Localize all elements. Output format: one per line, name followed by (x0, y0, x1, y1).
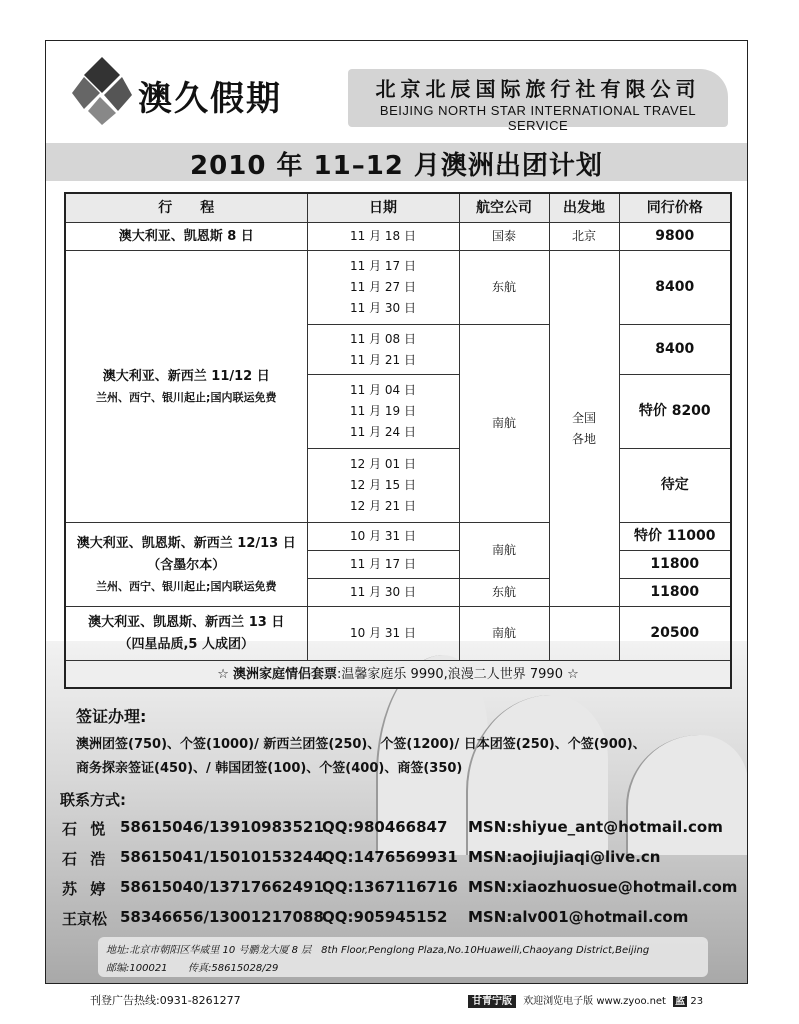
contact-phone: 58615041/15010153244 (120, 848, 324, 866)
route-cell (65, 523, 307, 607)
price-cell: 特价 8200 (619, 375, 731, 449)
airline-cell: 国泰 (459, 223, 549, 251)
contact-name: 石 浩 (62, 850, 110, 868)
price-cell: 11800 (619, 551, 731, 579)
date-cell (307, 449, 459, 523)
airline-cell: 南航 (459, 607, 549, 661)
date-line: 11 月 04 日 (350, 383, 416, 397)
contact-qq: QQ:905945152 (322, 908, 448, 926)
postcode: 邮编:100021 (106, 963, 168, 974)
header-airline: 航空公司 (459, 193, 549, 223)
ad-hotline: 刊登广告热线:0931-8261277 (90, 994, 241, 1007)
date-cell: 11 月 18 日 (307, 223, 459, 251)
table-header-row (65, 193, 731, 223)
brand-name: 澳久假期 (138, 79, 282, 119)
contact-qq: QQ:1476569931 (322, 848, 458, 866)
price-cell: 11800 (619, 579, 731, 607)
table-row (65, 251, 731, 325)
date-line: 11 月 27 日 (350, 280, 416, 294)
table-row (65, 223, 731, 251)
header-date: 日期 (307, 193, 459, 223)
address-box (98, 937, 708, 977)
date-cell: 11 月 30 日 (307, 579, 459, 607)
table-row (65, 523, 731, 551)
date-cell (307, 375, 459, 449)
contact-msn: MSN:shiyue_ant@hotmail.com (468, 818, 723, 836)
origin-line: 各地 (571, 431, 596, 446)
date-cell: 11 月 17 日 (307, 551, 459, 579)
header-price: 同行价格 (619, 193, 731, 223)
date-line: 11 月 21 日 (350, 352, 416, 367)
date-line: 11 月 19 日 (350, 404, 416, 418)
contact-title: 联系方式: (60, 791, 126, 809)
contact-msn: MSN:alv001@hotmail.com (468, 908, 689, 926)
edition-color: 蓝 (675, 996, 686, 1007)
date-cell: 10 月 31 日 (307, 607, 459, 661)
contact-row (60, 844, 748, 874)
price-cell: 特价 11000 (619, 523, 731, 551)
page-frame (45, 40, 748, 984)
route-main: 澳大利亚、新西兰 11/12 日 (102, 368, 270, 384)
company-banner (348, 69, 728, 133)
airline-cell: 南航 (459, 523, 549, 579)
header-route: 行 程 (65, 193, 307, 223)
page-title: 2010 年 11–12 月澳洲出团计划 (190, 151, 603, 181)
header (46, 41, 747, 141)
origin-cell (549, 607, 619, 661)
title-bar (46, 143, 747, 181)
family-package-text: :温馨家庭乐 9990,浪漫二人世界 7990 (337, 666, 563, 682)
contact-phone: 58615046/13910983521 (120, 818, 324, 836)
visa-line: 商务探亲签证(450)、/ 韩国团签(100)、个签(400)、商签(350) (76, 761, 463, 776)
date-line: 11 月 17 日 (350, 259, 416, 273)
origin-line: 全国 (571, 410, 596, 425)
contact-name: 石 悦 (62, 820, 110, 838)
route-cell (65, 251, 307, 523)
date-cell: 10 月 31 日 (307, 523, 459, 551)
origin-cell (549, 251, 619, 607)
contact-section (60, 789, 748, 934)
address-line: 地址:北京市朝阳区华威里 10 号鹏龙大厦 8 层 8th Floor,Penglong Plaza,No.10Huaweili,Chaoyang District,Beijing (106, 945, 650, 956)
contact-name: 苏 婷 (62, 880, 110, 898)
contact-row (60, 874, 748, 904)
company-name-cn: 北京北辰国际旅行社有限公司 (375, 77, 701, 101)
route-main: 澳大利亚、凯恩斯、新西兰 12/13 日 (76, 535, 296, 551)
visa-line: 澳洲团签(750)、个签(1000)/ 新西兰团签(250)、个签(1200)/ 日本团签(250)、个签(900)、 (76, 737, 646, 752)
route-mid: （含墨尔本） (147, 557, 226, 573)
page-number: 23 (690, 996, 704, 1007)
family-package-note (65, 661, 731, 689)
date-line: 12 月 15 日 (350, 478, 416, 492)
date-cell (307, 251, 459, 325)
date-line: 11 月 30 日 (350, 301, 416, 315)
company-name-en: BEIJING NORTH STAR INTERNATIONAL TRAVEL SERVICE (379, 103, 697, 133)
visa-title: 签证办理: (76, 707, 147, 726)
star-icon: ☆ (567, 666, 579, 682)
airline-cell: 东航 (459, 579, 549, 607)
contact-row (60, 904, 748, 934)
route-sub: 兰州、西宁、银川起止;国内联运免费 (96, 579, 277, 593)
logo-icon (70, 55, 134, 127)
contact-msn: MSN:xiaozhuosue@hotmail.com (468, 878, 738, 896)
family-package-label: 澳洲家庭情侣套票 (233, 666, 338, 682)
edition-brand: 甘青宁版 (468, 995, 516, 1008)
contact-msn: MSN:aojiujiaqi@live.cn (468, 848, 661, 866)
star-icon: ☆ (217, 666, 229, 682)
header-origin: 出发地 (549, 193, 619, 223)
airline-cell: 东航 (459, 251, 549, 325)
contact-qq: QQ:980466847 (322, 818, 448, 836)
price-cell: 8400 (619, 251, 731, 325)
date-cell (307, 325, 459, 375)
table-row (65, 607, 731, 661)
fax: 传真:58615028/29 (188, 963, 279, 974)
price-cell: 8400 (619, 325, 731, 375)
table-row (65, 661, 731, 689)
price-cell: 待定 (619, 449, 731, 523)
date-line: 12 月 21 日 (350, 499, 416, 513)
date-line: 11 月 24 日 (350, 425, 416, 439)
contact-phone: 58346656/13001217088 (120, 908, 324, 926)
airline-cell: 南航 (459, 325, 549, 523)
price-cell: 9800 (619, 223, 731, 251)
price-cell: 20500 (619, 607, 731, 661)
footer-edition (468, 992, 703, 1007)
route-sub: 兰州、西宁、银川起止;国内联运免费 (96, 390, 277, 404)
origin-cell: 北京 (549, 223, 619, 251)
date-line: 11 月 08 日 (350, 331, 416, 346)
tour-schedule-table (64, 192, 732, 689)
date-line: 12 月 01 日 (350, 457, 416, 471)
contact-row (60, 814, 748, 844)
route-sub: （四星品质,5 人成团） (118, 636, 254, 652)
welcome-text: 欢迎浏览电子版 www.zyoo.net (523, 996, 666, 1007)
visa-section (76, 704, 736, 781)
route-cell: 澳大利亚、凯恩斯 8 日 (65, 223, 307, 251)
route-cell (65, 607, 307, 661)
route-main: 澳大利亚、凯恩斯、新西兰 13 日 (88, 614, 285, 630)
contact-name: 王京松 (62, 910, 108, 928)
contact-phone: 58615040/13717662491 (120, 878, 324, 896)
contact-qq: QQ:1367116716 (322, 878, 458, 896)
